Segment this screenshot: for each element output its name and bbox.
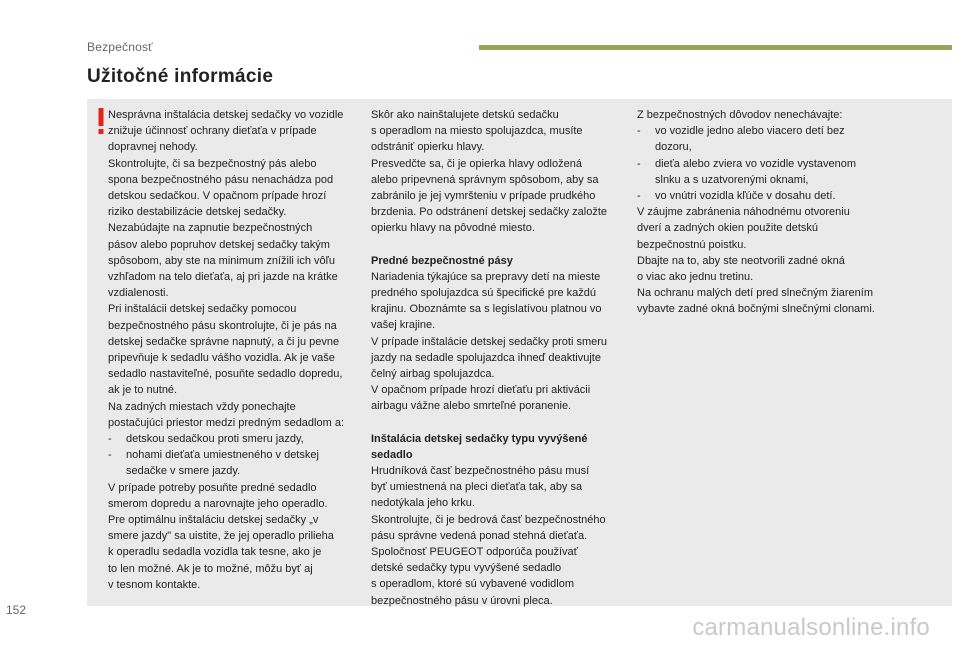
column-2	[371, 107, 621, 609]
col2-paragraph-3: Hrudníková časť bezpečnostného pásu musí byť umiestnená na pleci dieťaťa tak, aby sa nedotýkala jeho krku. Skontrolujte, či je bedrová časť bezpečnostného pásu správne vedená ponad stehná dieťaťa. Spoločnosť PEUGEOT odporúča používať detské sedačky typu vyvýšené sedadlo s operadlom, ktoré sú vybavené vodidlom bezpečnostného pásu v úrovni pleca.	[371, 465, 606, 607]
col3-paragraph-2: V záujme zabránenia náhodnému otvoreniu dverí a zadných okien použite detskú bezpečnostnú poistku. Dbajte na to, aby ste neotvorili zadné okná o viac ako jednu tretinu. Na ochranu malých detí pred slnečným žiarením vybavte zadné okná bočnými slnečnými clonami.	[637, 206, 875, 316]
col1-paragraph-2: V prípade potreby posuňte predné sedadlo smerom dopredu a narovnajte jeho operadlo. Pre optimálnu inštaláciu detskej sedačky „v smere jazdy" sa uistite, že jej operadlo prilieha k operadlu sedadla vozidla tak tesne, ako je to len možné. Ak je to možné, môžu byť aj v tesnom kontakte.	[108, 481, 334, 591]
page-title: Užitočné informácie	[87, 66, 274, 87]
header-accent-line	[479, 45, 952, 50]
col3-intro: Z bezpečnostných dôvodov nenechávajte:	[637, 109, 843, 121]
list-item: - dieťa alebo zviera vo vozidle vystavenom slnku a s uzatvorenými oknami,	[637, 157, 857, 186]
heading-front-seatbelts: Predné bezpečnostné pásy	[371, 254, 513, 267]
list-item: - detskou sedačkou proti smeru jazdy,	[108, 433, 304, 446]
col2-paragraph-2: Nariadenia týkajúce sa prepravy detí na mieste predného spolujazdca sú špecifické pre každú krajinu. Oboznámte sa s legislatívou platnou vo vašej krajine. V prípade inštalácie detskej sedačky proti smeru jazdy na sedadle spolujazdca ihneď deaktivujte čelný airbag spolujazdca. V opačnom prípade hrozí dieťaťu pri aktivácii airbagu vážne alebo smrteľné poranenie.	[371, 270, 608, 413]
watermark: carmanualsonline.info	[692, 614, 930, 641]
column-1	[108, 107, 356, 593]
col2-paragraph-1: Skôr ako nainštalujete detskú sedačku s operadlom na miesto spolujazdca, musíte odstrániť opierku hlavy. Presvedčte sa, či je opierka hlavy odložená alebo pripevnená správnym spôsobom, aby sa zabránilo je jej vymršteniu v prípade prudkého brzdenia. Po odstránení detskej sedačky založte opierku hlavy na pôvodné miesto.	[371, 109, 608, 235]
list-item: - vo vnútri vozidla kľúče v dosahu detí.	[637, 190, 836, 203]
heading-booster-seat: Inštalácia detskej sedačky typu vyvýšené sedadlo	[371, 432, 588, 461]
list-item: - vo vozidle jedno alebo viacero detí bez dozoru,	[637, 125, 845, 154]
list-item: - nohami dieťaťa umiestneného v detskej sedačke v smere jazdy.	[108, 449, 319, 478]
page-number: 152	[6, 603, 27, 617]
col1-paragraph-1: Nesprávna inštalácia detskej sedačky vo vozidle znižuje účinnosť ochrany dieťaťa v prípade dopravnej nehody. Skontrolujte, či sa bezpečnostný pás alebo spona bezpečnostného pásu nenachádza pod detskou sedačkou. V opačnom prípade hrozí riziko destabilizácie detskej sedačky. Nezabúdajte na zapnutie bezpečnostných pásov alebo popruhov detskej sedačky takým spôsobom, aby ste na minimum znížili ich vôľu vzhľadom na telo dieťaťa, aj pri jazde na krátke vzdialenosti. Pri inštalácii detskej sedačky pomocou bezpečnostného pásu skontrolujte, či je pás na detskej sedačke správne napnutý, a či ju pevne pripevňuje k sedadlu vášho vozidla. Ak je vaše sedadlo nastaviteľné, posuňte sedadlo dopredu, ak je to nutné. Na zadných miestach vždy ponechajte postačujúci priestor medzi predným sedadlom a:	[108, 109, 345, 429]
column-3	[637, 107, 887, 318]
spacer	[371, 237, 621, 253]
exclamation-icon	[96, 108, 106, 134]
section-label: Bezpečnosť	[87, 40, 153, 54]
spacer	[371, 415, 621, 431]
